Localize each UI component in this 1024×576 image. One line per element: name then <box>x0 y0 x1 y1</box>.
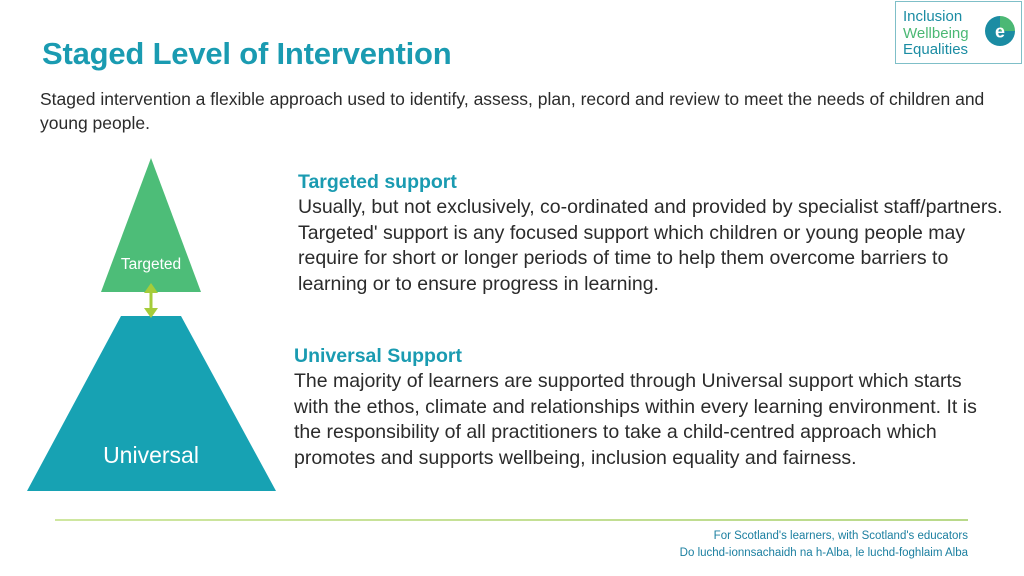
logo-line-inclusion: Inclusion <box>903 8 963 25</box>
pyramid-label-targeted: Targeted <box>120 256 182 273</box>
logo <box>895 1 1022 64</box>
logo-mark-letter: e <box>994 21 1006 42</box>
logo-e-icon <box>984 15 1016 47</box>
footer-line-gaelic: Do luchd-ionnsachaidh na h-Alba, le luchd-foghlaim Alba <box>679 546 968 559</box>
slide-title: Staged Level of Intervention <box>42 36 452 71</box>
universal-support-block <box>294 343 994 472</box>
footer-line-english: For Scotland's learners, with Scotland's educators <box>713 530 968 542</box>
targeted-body: Usually, but not exclusively, co-ordinated and provided by specialist staff/partners. Targeted' support is any focused support which children or young people may require for short or longer periods of time to help them overcome barriers to learning or to ensure progress in learning. <box>298 196 1003 296</box>
logo-line-equalities: Equalities <box>903 41 969 58</box>
universal-body: The majority of learners are supported through Universal support which starts with the ethos, climate and relationships within every learning environment. It is the responsibility of all practitioners to take a child-centred approach which promotes and supports wellbeing, inclusion equality and fairness. <box>294 370 977 470</box>
pyramid-label-universal: Universal <box>103 442 199 468</box>
footer-divider <box>55 519 968 522</box>
logo-text <box>903 9 969 59</box>
targeted-heading: Targeted support <box>298 171 457 193</box>
universal-heading: Universal Support <box>294 345 462 367</box>
pyramid-diagram <box>0 0 290 500</box>
logo-line-wellbeing: Wellbeing <box>903 24 969 42</box>
intro-text: Staged intervention a flexible approach used to identify, assess, plan, record and review to meet the needs of children and young people. <box>40 89 985 133</box>
targeted-support-block <box>298 169 1013 298</box>
footer-tagline <box>680 528 968 561</box>
